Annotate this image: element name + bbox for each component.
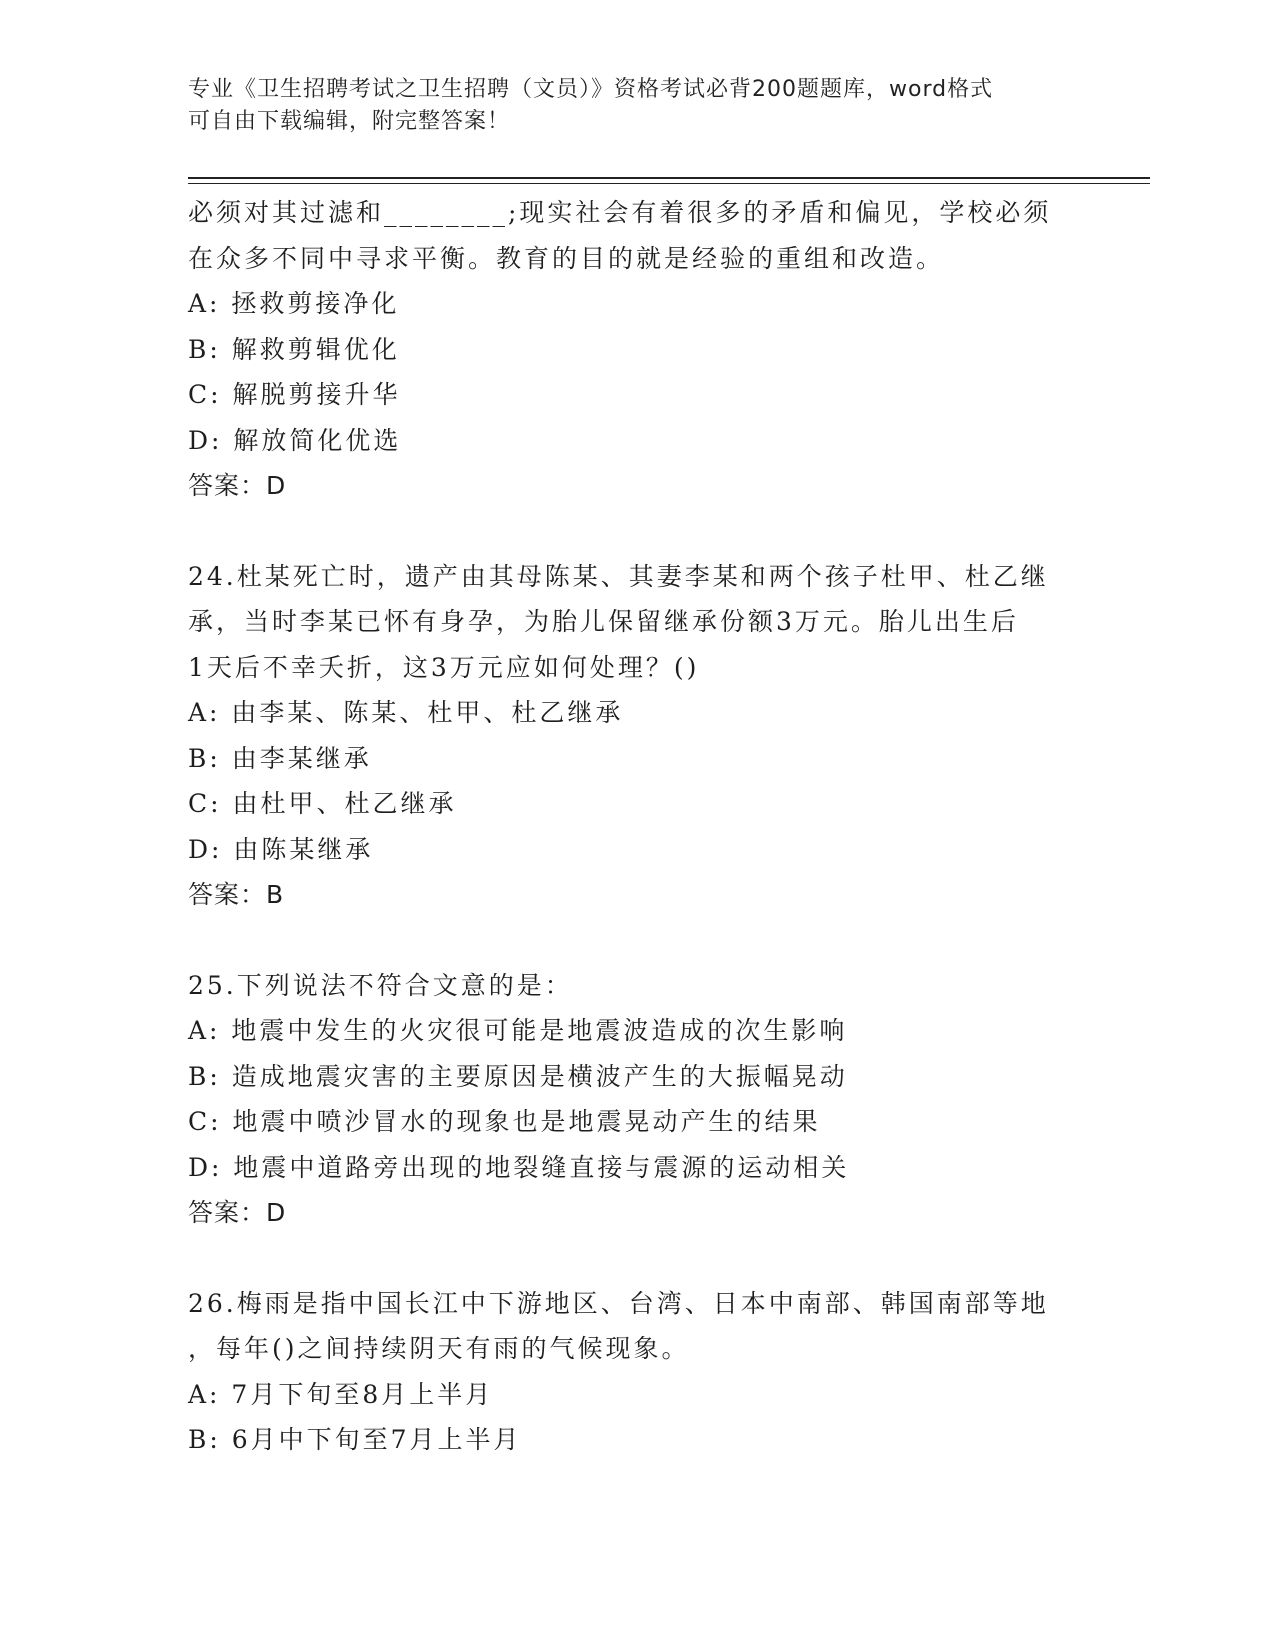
option-b: B: 6月中下旬至7月上半月 xyxy=(188,1425,522,1454)
question-block-25 xyxy=(188,963,1088,1236)
option-b: B: 由李某继承 xyxy=(188,743,372,773)
question-text-line: 1天后不幸夭折，这3万元应如何处理？() xyxy=(188,652,700,682)
question-text-line: 承，当时李某已怀有身孕，为胎儿保留继承份额3万元。胎儿出生后 xyxy=(188,607,1019,636)
option-a: A: 由李某、陈某、杜甲、杜乙继承 xyxy=(188,698,624,727)
spacer xyxy=(188,1236,1088,1281)
document-header xyxy=(188,74,1088,138)
option-a: A: 地震中发生的火灾很可能是地震波造成的次生影响 xyxy=(188,1016,848,1045)
question-text-line: 在众多不同中寻求平衡。教育的目的就是经验的重组和改造。 xyxy=(188,243,945,273)
question-text-line: 25.下列说法不符合文意的是： xyxy=(188,970,573,1000)
option-a: A: 7月下旬至8月上半月 xyxy=(188,1379,494,1409)
answer-line: 答案：B xyxy=(188,880,285,909)
question-content xyxy=(188,190,1088,1463)
answer-line: 答案：D xyxy=(188,471,287,500)
spacer xyxy=(188,918,1088,963)
option-c: C: 地震中喷沙冒水的现象也是地震晃动产生的结果 xyxy=(188,1107,821,1136)
spacer xyxy=(188,509,1088,554)
option-c: C: 由杜甲、杜乙继承 xyxy=(188,789,457,818)
option-b: B: 造成地震灾害的主要原因是横波产生的大振幅晃动 xyxy=(188,1061,848,1091)
option-c: C: 解脱剪接升华 xyxy=(188,380,401,409)
option-b: B: 解救剪辑优化 xyxy=(188,334,400,364)
option-d: D: 解放简化优选 xyxy=(188,425,402,455)
question-text-line: 必须对其过滤和________;现实社会有着很多的矛盾和偏见，学校必须 xyxy=(188,198,1052,227)
answer-line: 答案：D xyxy=(188,1198,287,1227)
header-line-1: 专业《卫生招聘考试之卫生招聘（文员）》资格考试必背200题题库，word格式 xyxy=(188,77,994,102)
question-text-line: ，每年()之间持续阴天有雨的气候现象。 xyxy=(188,1334,690,1363)
option-d: D: 地震中道路旁出现的地裂缝直接与震源的运动相关 xyxy=(188,1152,850,1182)
option-a: A: 拯救剪接净化 xyxy=(188,289,400,318)
question-text-line: 26.梅雨是指中国长江中下游地区、台湾、日本中南部、韩国南部等地 xyxy=(188,1288,1049,1318)
question-block xyxy=(188,190,1088,509)
header-rule-thick xyxy=(188,177,1150,179)
question-block-24 xyxy=(188,554,1088,918)
option-d: D: 由陈某继承 xyxy=(188,834,374,864)
question-block-26 xyxy=(188,1281,1088,1463)
header-line-2: 可自由下载编辑，附完整答案！ xyxy=(188,109,511,134)
header-rule-thin xyxy=(188,183,1150,184)
question-text-line: 24.杜某死亡时，遗产由其母陈某、其妻李某和两个孩子杜甲、杜乙继 xyxy=(188,561,1049,591)
